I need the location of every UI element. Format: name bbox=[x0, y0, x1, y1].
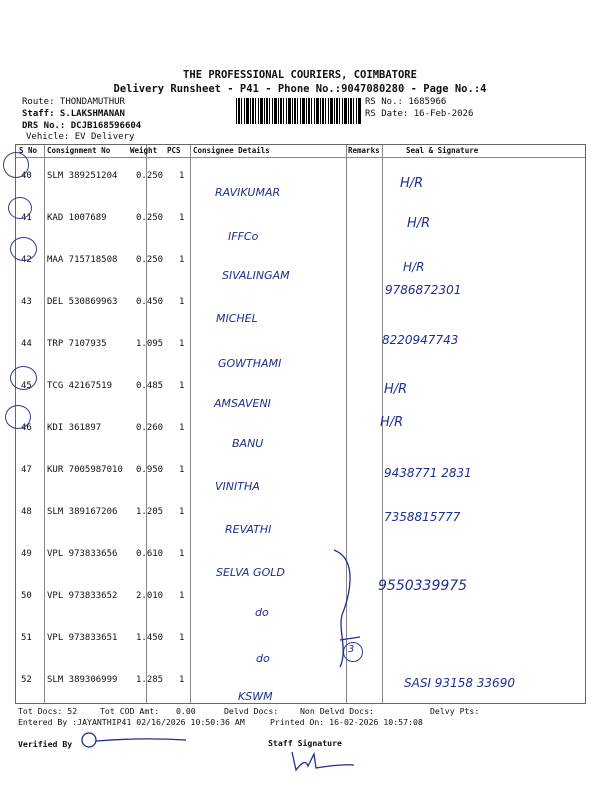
non-delvd-docs: Non Delvd Docs: bbox=[300, 706, 374, 716]
pcs: 1 bbox=[179, 255, 185, 265]
tick-circle bbox=[3, 152, 29, 178]
tot-cod-label: Tot COD Amt: bbox=[100, 706, 160, 716]
weight: 0.950 bbox=[136, 465, 164, 475]
barcode bbox=[236, 98, 362, 124]
pcs: 1 bbox=[179, 591, 185, 601]
consignment-no: DEL 530869963 bbox=[47, 297, 118, 307]
pcs: 1 bbox=[179, 423, 185, 433]
route: Route: THONDAMUTHUR bbox=[22, 97, 125, 107]
consignee-name: BANU bbox=[232, 437, 264, 450]
receiver-signature: H/R bbox=[400, 176, 424, 191]
consignment-no: VPL 973833656 bbox=[47, 549, 118, 559]
pcs: 1 bbox=[179, 213, 185, 223]
col-pcs: PCS bbox=[167, 146, 181, 155]
pcs: 1 bbox=[179, 171, 185, 181]
table-row bbox=[16, 451, 585, 497]
sno: 51 bbox=[21, 633, 32, 643]
col-sno: S No bbox=[19, 146, 38, 155]
consignee-name: IFFCo bbox=[228, 230, 259, 243]
staff-handwritten-signature bbox=[288, 748, 358, 774]
consignee-name: REVATHI bbox=[225, 523, 272, 536]
sno: 45 bbox=[21, 381, 32, 391]
consignment-no: VPL 973833651 bbox=[47, 633, 118, 643]
sno: 50 bbox=[21, 591, 32, 601]
weight: 1.450 bbox=[136, 633, 164, 643]
delvd-docs: Delvd Docs: bbox=[224, 706, 279, 716]
receiver-signature: H/R bbox=[407, 216, 431, 231]
staff: Staff: S.LAKSHMANAN bbox=[22, 109, 125, 119]
col-signature: Seal & Signature bbox=[406, 146, 479, 155]
sno: 49 bbox=[21, 549, 32, 559]
receiver-signature: 9438771 2831 bbox=[384, 466, 472, 480]
consignee-name: VINITHA bbox=[215, 480, 260, 493]
pcs: 1 bbox=[179, 549, 185, 559]
consignee-name: MICHEL bbox=[216, 312, 258, 325]
verifier-signature bbox=[80, 730, 190, 750]
vehicle: Vehicle: EV Delivery bbox=[26, 132, 135, 142]
consignee-name: SIVALINGAM bbox=[222, 269, 290, 282]
weight: 1.095 bbox=[136, 339, 164, 349]
pcs: 1 bbox=[179, 381, 185, 391]
table-row bbox=[16, 157, 585, 203]
table-row bbox=[16, 199, 585, 245]
table-row bbox=[16, 409, 585, 455]
sno: 47 bbox=[21, 465, 32, 475]
consignee-name: RAVIKUMAR bbox=[215, 186, 281, 199]
weight: 2.010 bbox=[136, 591, 164, 601]
weight: 0.250 bbox=[136, 255, 164, 265]
pcs: 1 bbox=[179, 297, 185, 307]
circled-count: 3 bbox=[348, 644, 355, 655]
weight: 1.285 bbox=[136, 675, 164, 685]
consignment-no: SLM 389167206 bbox=[47, 507, 118, 517]
table-row bbox=[16, 241, 585, 287]
drs-number: DRS No.: DCJB168596604 bbox=[22, 121, 142, 131]
consignee-name: SELVA GOLD bbox=[216, 566, 285, 579]
tick-circle bbox=[10, 237, 37, 261]
consignee-name: do bbox=[255, 606, 269, 619]
company-title: THE PROFESSIONAL COURIERS, COIMBATORE bbox=[183, 69, 417, 81]
col-weight: Weight bbox=[130, 146, 158, 155]
staff-signature: Staff Signature bbox=[268, 738, 342, 748]
weight: 0.250 bbox=[136, 213, 164, 223]
sno: 41 bbox=[21, 213, 32, 223]
tot-cod-value: 0.00 bbox=[176, 706, 196, 716]
consignment-no: TCG 42167519 bbox=[47, 381, 113, 391]
tick-circle bbox=[5, 405, 31, 429]
sno: 42 bbox=[21, 255, 32, 265]
table-row bbox=[16, 283, 585, 329]
receiver-signature: 7358815777 bbox=[384, 510, 461, 524]
printed-on: Printed On: 16-02-2026 10:57:08 bbox=[270, 717, 423, 727]
pcs: 1 bbox=[179, 507, 185, 517]
runsheet-title: Delivery Runsheet - P41 - Phone No.:9047080280 - Page No.:4 bbox=[113, 83, 487, 95]
consignment-no: KDI 361897 bbox=[47, 423, 102, 433]
rs-number: RS No.: 1685966 bbox=[365, 97, 447, 107]
consignment-no: VPL 973833652 bbox=[47, 591, 118, 601]
weight: 0.485 bbox=[136, 381, 164, 391]
col-consignee: Consignee Details bbox=[193, 146, 270, 155]
consignment-no: SLM 389251204 bbox=[47, 171, 118, 181]
sno: 44 bbox=[21, 339, 32, 349]
pcs: 1 bbox=[179, 339, 185, 349]
table-row bbox=[16, 325, 585, 371]
sno: 43 bbox=[21, 297, 32, 307]
consignment-no: KAD 1007689 bbox=[47, 213, 107, 223]
receiver-signature: H/R bbox=[380, 415, 404, 430]
verified-by: Verified By bbox=[18, 739, 73, 749]
entered-by: Entered By :JAYANTHIP41 02/16/2026 10:50:36 AM bbox=[18, 717, 245, 727]
table-row bbox=[16, 367, 585, 413]
receiver-signature: 9550339975 bbox=[378, 578, 468, 594]
col-remarks: Remarks bbox=[348, 146, 380, 155]
tick-circle bbox=[10, 366, 37, 390]
group-bracket bbox=[300, 545, 370, 675]
weight: 0.610 bbox=[136, 549, 164, 559]
consignee-name: KSWM bbox=[238, 690, 273, 703]
weight: 0.250 bbox=[136, 171, 164, 181]
sno: 48 bbox=[21, 507, 32, 517]
consignment-no: SLM 389306999 bbox=[47, 675, 118, 685]
rs-date: RS Date: 16-Feb-2026 bbox=[365, 109, 474, 119]
tick-circle bbox=[8, 197, 32, 219]
pcs: 1 bbox=[179, 675, 185, 685]
weight: 0.260 bbox=[136, 423, 164, 433]
receiver-signature: H/R bbox=[384, 382, 408, 397]
delvy-pts: Delvy Pts: bbox=[430, 706, 480, 716]
receiver-signature: 8220947743 bbox=[382, 333, 459, 347]
pcs: 1 bbox=[179, 465, 185, 475]
tot-docs: Tot Docs: 52 bbox=[18, 706, 78, 716]
table-row bbox=[16, 493, 585, 539]
weight: 1.205 bbox=[136, 507, 164, 517]
consignment-no: TRP 7107935 bbox=[47, 339, 107, 349]
receiver-signature: 9786872301 bbox=[385, 283, 462, 297]
weight: 0.450 bbox=[136, 297, 164, 307]
sno: 46 bbox=[21, 423, 32, 433]
pcs: 1 bbox=[179, 633, 185, 643]
col-consignment: Consignment No bbox=[47, 146, 111, 155]
receiver-signature: H/R bbox=[403, 260, 425, 274]
consignee-name: AMSAVENI bbox=[214, 397, 271, 410]
consignment-no: MAA 715718508 bbox=[47, 255, 118, 265]
sno: 52 bbox=[21, 675, 32, 685]
consignee-name: GOWTHAMI bbox=[218, 357, 282, 370]
sno: 40 bbox=[21, 171, 32, 181]
consignee-name: do bbox=[256, 652, 270, 665]
receiver-signature: SASI 93158 33690 bbox=[404, 676, 515, 690]
consignment-no: KUR 7005987010 bbox=[47, 465, 123, 475]
